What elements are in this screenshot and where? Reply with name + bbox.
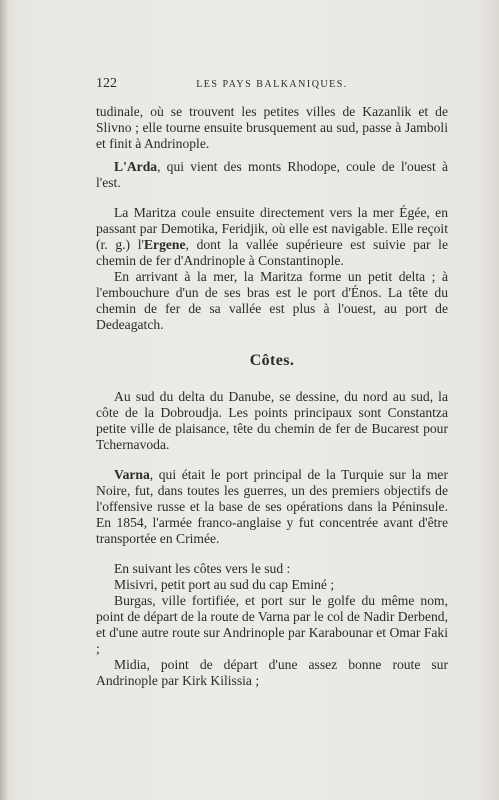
paragraph-maritza-text-a: La Maritza coule ensuite directement vers la mer Égée, en passant par Demotika, Feridjik, où elle est navigable. Elle reçoit (r. g.) l' xyxy=(96,205,448,252)
page-number: 122 xyxy=(96,76,117,91)
running-head: LES PAYS BALKANIQUES. xyxy=(196,79,348,90)
page-header xyxy=(96,76,448,94)
paragraph-continuation: tudinale, où se trouvent les petites villes de Kazanlik et de Slivno ; elle tourne ensuite brusquement au sud, passe à Jamboli et finit à Andrinople. xyxy=(96,104,448,151)
list-item: Misivri, petit port au sud du cap Eminé ; xyxy=(114,577,335,592)
list-item: Midia, point de départ d'une assez bonne route sur Andrinople par Kirk Kilissia ; xyxy=(96,657,448,688)
paragraph-maritza xyxy=(96,205,448,269)
page-spine-shadow xyxy=(0,0,8,800)
page-content xyxy=(96,104,448,689)
paragraph-arda xyxy=(96,159,448,191)
paragraph-dobroudja: Au sud du delta du Danube, se dessine, du nord au sud, la côte de la Dobroudja. Les points principaux sont Constantza petite ville de plaisance, tête du chemin de fer de Bucarest pour Tchernavoda. xyxy=(96,389,448,452)
paragraph-varna xyxy=(96,467,448,547)
paragraph-delta: En arrivant à la mer, la Maritza forme un petit delta ; à l'embouchure d'un de ses bras est le port d'Énos. La tête du chemin de fer de sa vallée est plus à l'ouest, au port de Dedeagatch. xyxy=(96,269,448,332)
paragraph-maritza-text-b: , dont la vallée supérieure est suivie par le chemin de fer d'Andrinople à Constantinople. xyxy=(96,237,448,268)
paragraph-arda-text: , qui vient des monts Rhodope, coule de l'ouest à l'est. xyxy=(96,159,448,190)
section-title: Côtes. xyxy=(249,352,295,369)
river-name-arda: L'Arda xyxy=(114,159,158,174)
port-name-varna: Varna xyxy=(114,467,150,482)
paragraph-varna-text: , qui était le port principal de la Turquie sur la mer Noire, fut, dans toutes les guerres, un des premiers objectifs de l'offensive russe et la base de ses opérations dans la Péninsule. En 1854, l'armée franco-anglaise y fut concentrée avant d'être transportée en Crimée. xyxy=(96,467,448,546)
river-name-ergene: Ergene xyxy=(143,237,186,252)
paragraph-list-intro: En suivant les côtes vers le sud : xyxy=(114,561,291,576)
list-item: Burgas, ville fortifiée, et port sur le golfe du même nom, point de départ de la route de Varna par le col de Nadir Derbend, et d'une autre route sur Andrinople par Karabounar et Omar Faki ; xyxy=(96,593,448,656)
